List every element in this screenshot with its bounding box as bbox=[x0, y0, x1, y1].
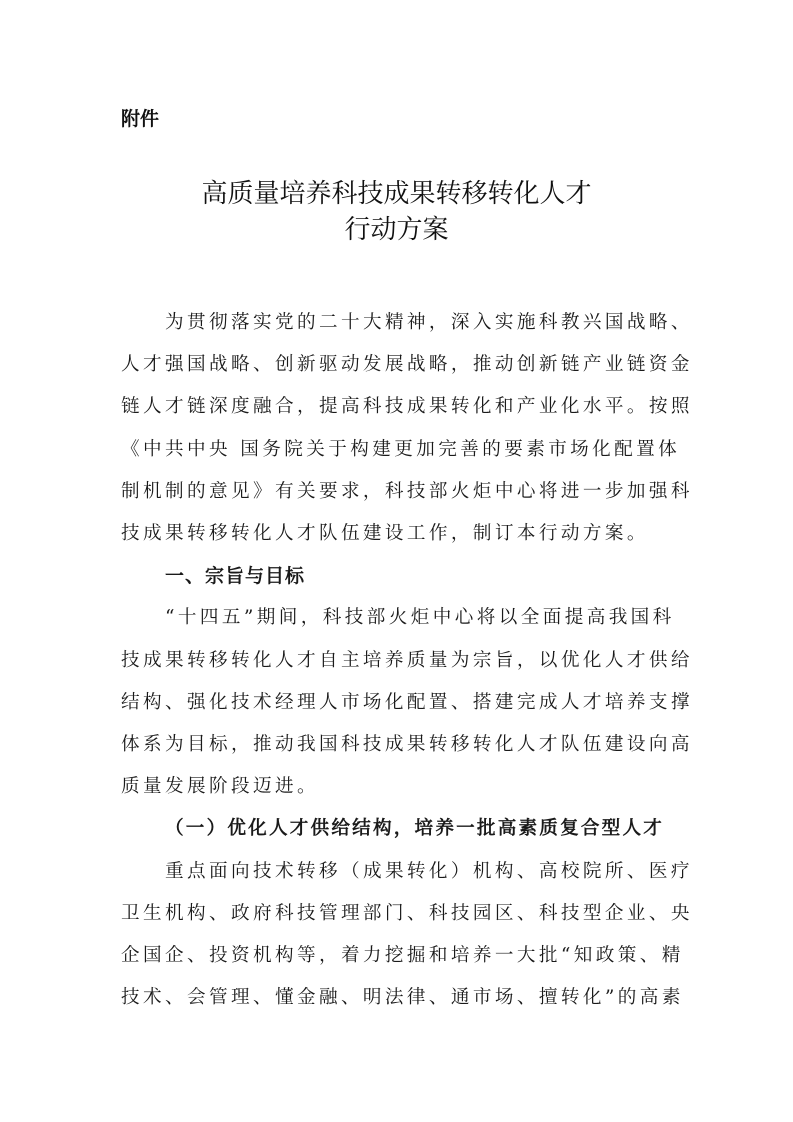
subsection-heading: （一）优化人才供给结构，培养一批高素质复合型人才 bbox=[165, 818, 665, 840]
document-body bbox=[121, 302, 693, 1019]
text-line: 卫生机构、政府科技管理部门、科技园区、科技型企业、央 bbox=[121, 902, 693, 924]
text-line: 制机制的意见》有关要求，科技部火炬中心将进一步加强科 bbox=[121, 480, 693, 502]
text-line: 体系为目标，推动我国科技成果转移转化人才队伍建设向高 bbox=[121, 734, 693, 756]
purpose-paragraph bbox=[121, 597, 693, 808]
title-line-2: 行动方案 bbox=[344, 215, 449, 245]
text-line: 链人才链深度融合，提高科技成果转化和产业化水平。按照 bbox=[121, 396, 693, 418]
focus-paragraph bbox=[121, 851, 693, 1020]
text-line: 重点面向技术转移（成果转化）机构、高校院所、医疗 bbox=[165, 860, 693, 882]
intro-paragraph bbox=[121, 302, 693, 555]
text-line: 企国企、投资机构等，着力挖掘和培养一大批“知政策、精 bbox=[121, 945, 684, 967]
section-heading: 一、宗旨与目标 bbox=[165, 565, 306, 588]
text-line: 为贯彻落实党的二十大精神，深入实施科教兴国战略、 bbox=[165, 312, 693, 333]
text-line: 结构、强化技术经理人市场化配置、搭建完成人才培养支撑 bbox=[121, 691, 693, 713]
text-line: 《中共中央 国务院关于构建更加完善的要素市场化配置体 bbox=[121, 438, 681, 460]
text-line: “十四五”期间，科技部火炬中心将以全面提高我国科 bbox=[165, 607, 675, 629]
document-title bbox=[0, 176, 793, 248]
text-line: 技术、会管理、懂金融、明法律、通市场、擅转化”的高素 bbox=[121, 987, 684, 1009]
title-line-1: 高质量培养科技成果转移转化人才 bbox=[201, 179, 592, 209]
attachment-label: 附件 bbox=[121, 108, 160, 130]
text-line: 人才强国战略、创新驱动发展战略，推动创新链产业链资金 bbox=[121, 354, 693, 376]
text-line: 技成果转移转化人才自主培养质量为宗旨，以优化人才供给 bbox=[121, 649, 693, 671]
text-line: 质量发展阶段迈进。 bbox=[121, 776, 319, 798]
text-line: 技成果转移转化人才队伍建设工作，制订本行动方案。 bbox=[121, 523, 649, 545]
